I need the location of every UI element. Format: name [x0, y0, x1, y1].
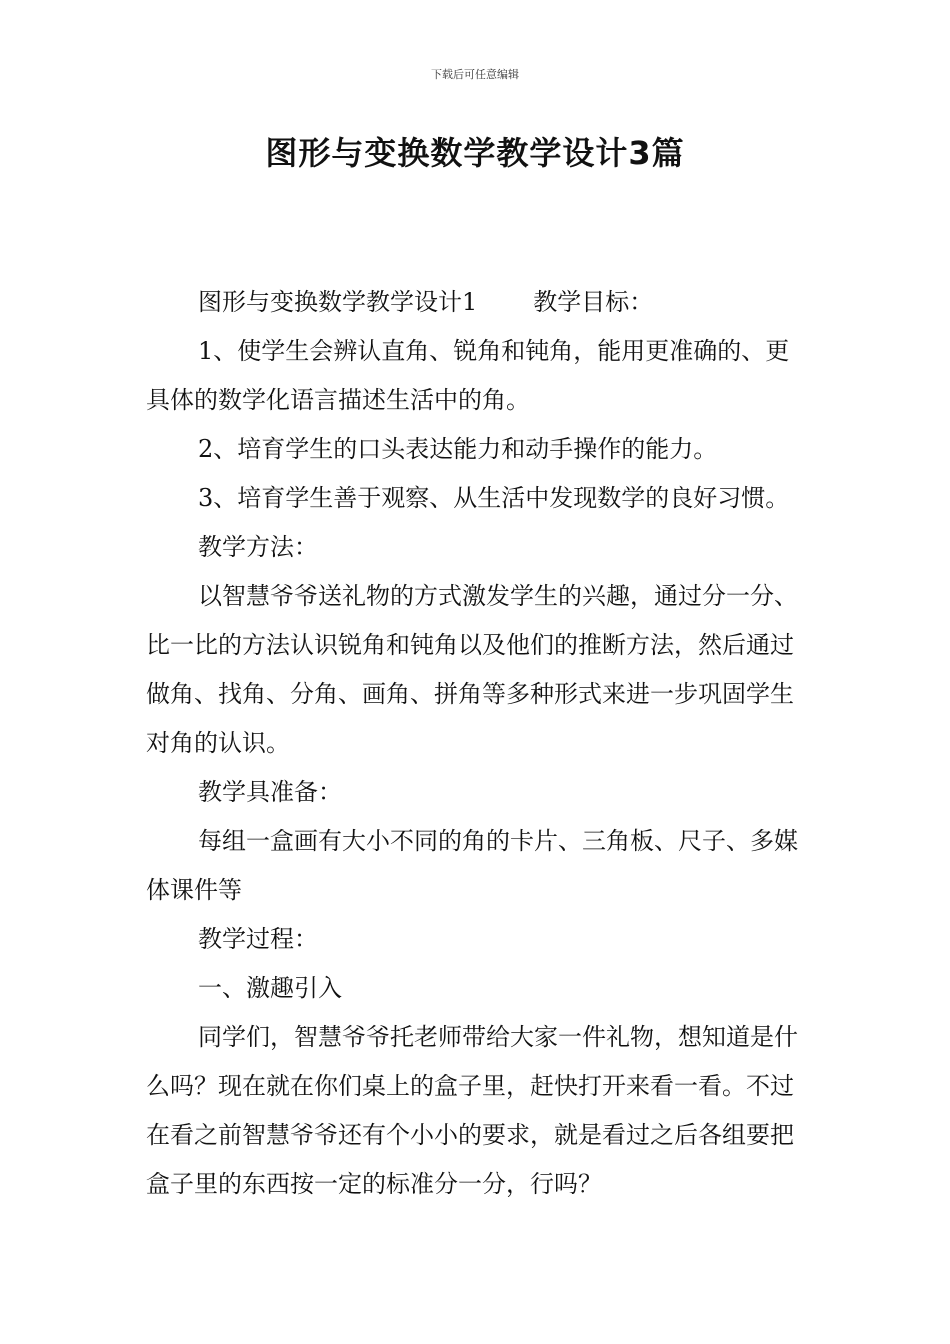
paragraph-objective-1: 1、使学生会辨认直角、锐角和钝角，能用更准确的、更具体的数学化语言描述生活中的角。 — [146, 337, 790, 414]
document-body — [146, 278, 812, 1209]
paragraph-objective-2: 2、培育学生的口头表达能力和动手操作的能力。 — [198, 435, 718, 463]
section-heading-line — [146, 278, 812, 327]
paragraph-objective-3: 3、培育学生善于观察、从生活中发现数学的良好习惯。 — [198, 484, 790, 512]
materials-heading: 教学具准备： — [198, 778, 342, 806]
paragraph-intro: 同学们，智慧爷爷托老师带给大家一件礼物，想知道是什么吗？现在就在你们桌上的盒子里，赶快打开来看一看。不过在看之前智慧爷爷还有个小小的要求，就是看过之后各组要把盒子里的东西按一定的标准分一分，行吗？ — [146, 1023, 798, 1198]
step-heading-1: 一、激趣引入 — [198, 974, 342, 1002]
document-title: 图形与变换数学教学设计3篇 — [265, 134, 685, 172]
objectives-heading: 教学目标： — [533, 288, 654, 316]
paragraph-materials: 每组一盒画有大小不同的角的卡片、三角板、尺子、多媒体课件等 — [146, 827, 798, 904]
header-note: 下载后可任意编辑 — [431, 68, 519, 81]
process-heading: 教学过程： — [198, 925, 318, 953]
paragraph-methods: 以智慧爷爷送礼物的方式激发学生的兴趣，通过分一分、比一比的方法认识锐角和钝角以及他们的推断方法，然后通过做角、找角、分角、画角、拼角等多种形式来进一步巩固学生对角的认识。 — [146, 582, 798, 757]
section-title: 图形与变换数学教学设计1 — [198, 288, 478, 316]
methods-heading: 教学方法： — [198, 533, 318, 561]
